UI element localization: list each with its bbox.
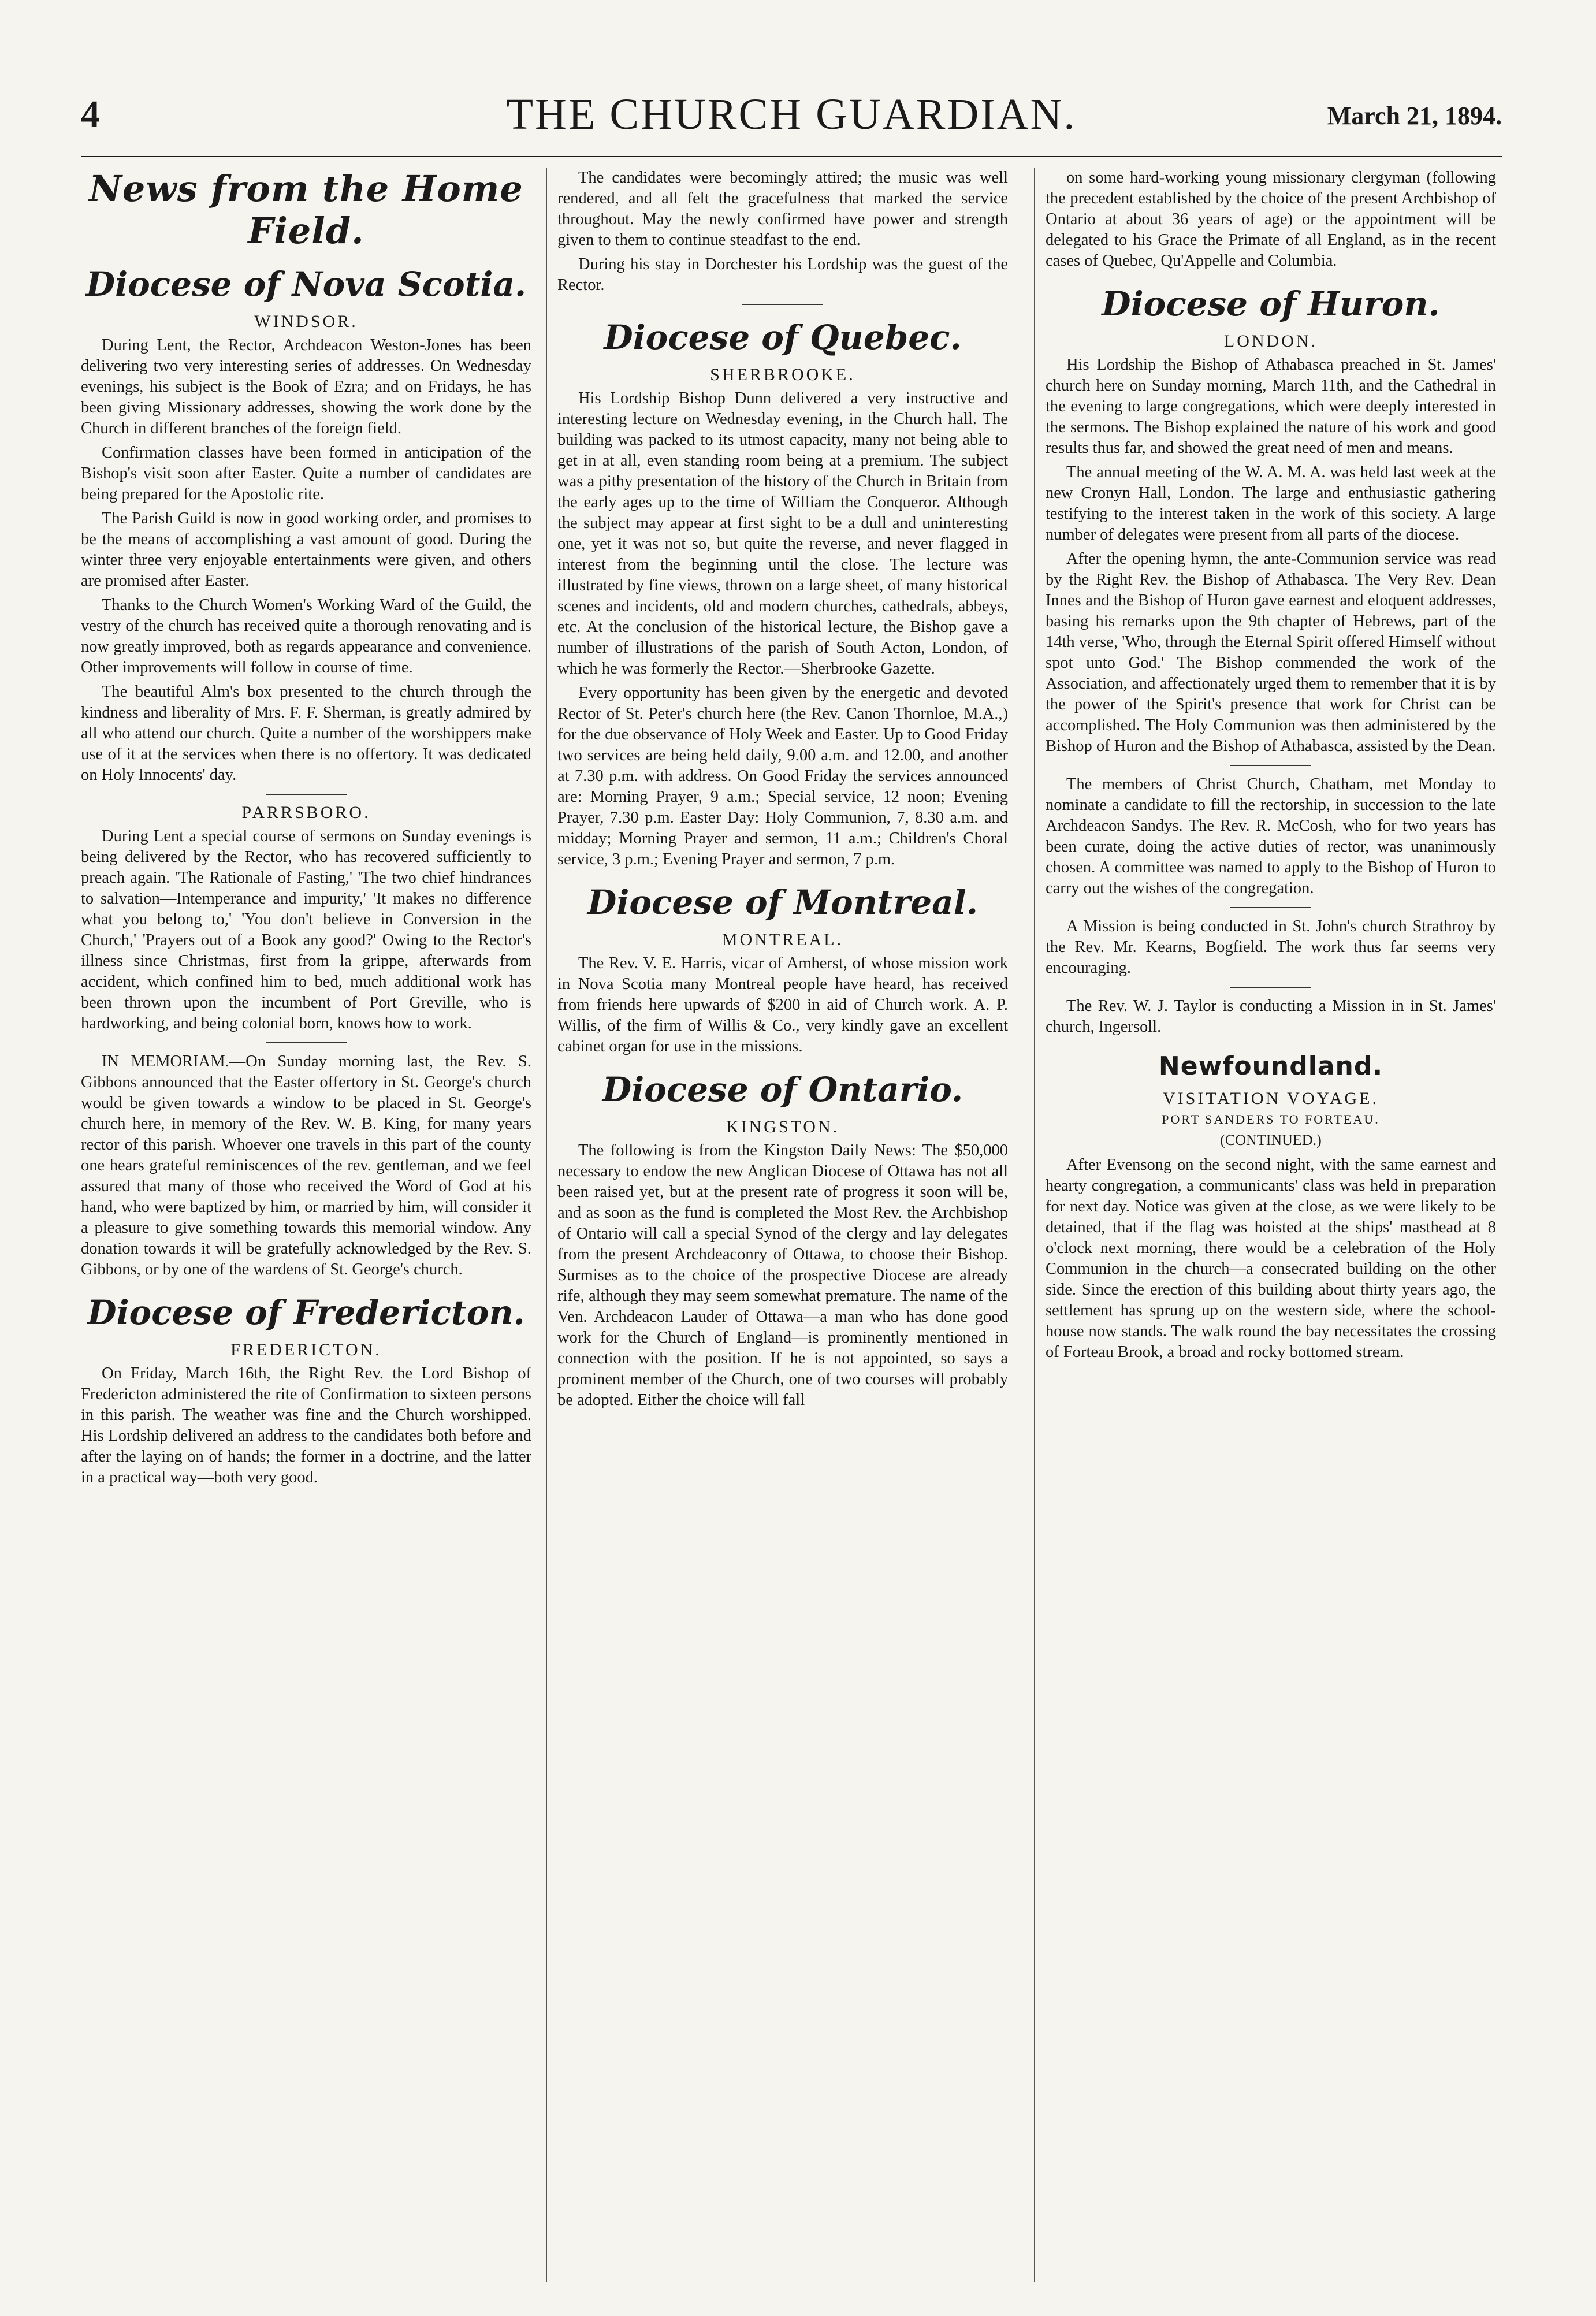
paragraph: The following is from the Kingston Daily News: The $50,000 necessary to endow the new Anglican Diocese of Ottawa has not all been raised yet, but at the present rate of progress it soon will be, and as soon as the fund is completed the Most Rev. the Archbishop of Ontario will call a special Synod of the clergy and lay delegates from the present Archdeaconry of Ottawa, to choose their Bishop. Surmises as to the choice of the prospective Diocese are already rife, although they may seem somewhat premature. The name of the Ven. Archdeacon Lauder of Ottawa—a man who has done good work for the Church of England—is prominently mentioned in connection with the position. If he is not appointed, so says a prominent member of the Church, one of two courses will probably be adopted. Either the choice will fall [557, 1142, 1008, 1409]
paragraph: The Parish Guild is now in good working order, and promises to be the means of accomplishing a vast amount of good. During the winter three very enjoyable entertainments were given, and others are promised after Easter. [81, 510, 531, 590]
diocese-heading: Diocese of Nova Scotia. [85, 265, 527, 304]
paragraph: A Mission is being conducted in St. John's church Strathroy by the Rev. Mr. Kearns, Bogfield. The work thus far seems very encouraging. [1046, 917, 1496, 977]
paragraph: on some hard-working young missionary clergyman (following the precedent established by the choice of the present Archbishop of Ontario at about 36 years of age) or the appointment will be delegated to his Grace the Primate of all England, as in the recent cases of Quebec, Qu'Appelle and Columbia. [1046, 169, 1496, 270]
place-heading: SHERBROOKE. [710, 365, 855, 384]
paragraph: During his stay in Dorchester his Lordship was the guest of the Rector. [557, 255, 1008, 294]
diocese-heading: Diocese of Huron. [1102, 284, 1440, 324]
diocese-heading: Diocese of Ontario. [602, 1070, 963, 1109]
subheading: VISITATION VOYAGE. [1162, 1089, 1379, 1108]
paragraph: The candidates were becomingly attired; the music was well rendered, and all felt the gracefulness that marked the service throughout. May the newly confirmed have power and strength given to them to continue steadfast to the end. [557, 169, 1008, 249]
diocese-heading: Diocese of Montreal. [587, 883, 978, 922]
paragraph: His Lordship the Bishop of Athabasca preached in St. James' church here on Sunday morning, March 11th, and the Cathedral in the evening to large congregations, which were deeply interested in the sermons. The Bishop explained the nature of his work and good results thus far, and showed the great need of men and means. [1046, 356, 1496, 457]
section-header: News from the Home Field. [89, 168, 523, 252]
place-heading: MONTREAL. [721, 930, 844, 949]
paragraph: Confirmation classes have been formed in anticipation of the Bishop's visit soon after Easter. Quite a number of candidates are being prepared for the Apostolic rite. [81, 444, 531, 503]
diocese-heading: Diocese of Fredericton. [87, 1293, 525, 1332]
page-number: 4 [81, 93, 100, 135]
paper-title: THE CHURCH GUARDIAN. [506, 90, 1077, 139]
paragraph: Every opportunity has been given by the energetic and devoted Rector of St. Peter's church here (the Rev. Canon Thornloe, M.A.,) for the due observance of Holy Week and Easter. Up to Good Friday two services are being held daily, 9.00 a.m. and 12.00, and another at 7.30 p.m. with address. On Good Friday the services announced are: Morning Prayer, 9 a.m.; Special service, 12 noon; Evening Prayer, 7.30 p.m. Easter Day: Holy Communion, 7, 8.30 a.m. and midday; Morning Prayer and sermon, 11 a.m.; Children's Choral service, 3 p.m.; Evening Prayer and sermon, 7 p.m. [557, 684, 1008, 868]
route-heading: PORT SANDERS TO FORTEAU. [1162, 1112, 1380, 1127]
paragraph: IN MEMORIAM.—On Sunday morning last, the Rev. S. Gibbons announced that the Easter offertory in St. George's church would be given towards a window to be placed in St. George's church here, in memory of the Rev. W. B. King, for many years rector of this parish. Whoever one travels in this part of the county one hears grateful reminiscences of the rev. gentleman, and we feel assured that many of those who received the Word of God at his hand, who were baptized by him, or married by him, will consider it a pleasure to give something towards this memorial window. Any donation towards it will be gratefully acknowledged by the Rev. S. Gibbons, or by one of the wardens of St. George's church. [81, 1053, 531, 1278]
paragraph: The members of Christ Church, Chatham, met Monday to nominate a candidate to fill the rectorship, in succession to the late Archdeacon Sandys. The Rev. R. McCosh, who for two years has been curate, doing the active duties of rector, was unanimously chosen. A committee was named to apply to the Bishop of Huron to carry out the wishes of the congregation. [1046, 775, 1496, 897]
paragraph: The annual meeting of the W. A. M. A. was held last week at the new Cronyn Hall, London. The large and enthusiastic gathering testifying to the interest taken in the work of this society. A large number of delegates were present from all parts of the diocese. [1046, 463, 1496, 544]
paragraph: The Rev. V. E. Harris, vicar of Amherst, of whose mission work in Nova Scotia many Montreal people have heard, has received from friends here upwards of $200 in aid of Church work. A. P. Willis, of the firm of Willis & Co., very kindly gave an excellent cabinet organ for use in the missions. [557, 954, 1008, 1055]
paragraph: During Lent, the Rector, Archdeacon Weston-Jones has been delivering two very interesting series of addresses. On Wednesday evenings, his subject is the Book of Ezra; and on Fridays, he has been giving Missionary addresses, showing the work done by the Church in different branches of the foreign field. [81, 336, 531, 437]
diocese-heading: Diocese of Quebec. [604, 318, 962, 357]
paragraph: On Friday, March 16th, the Right Rev. the Lord Bishop of Fredericton administered the rite of Confirmation to sixteen persons in this parish. The weather was fine and the Church worshipped. His Lordship delivered an address to the candidates both before and after the laying on of hands; the former in a doctrine, and the latter in a practical way—both very good. [81, 1365, 531, 1486]
column-3 [1046, 168, 1496, 1366]
place-heading: KINGSTON. [726, 1117, 840, 1136]
column-2 [557, 168, 1008, 1414]
paragraph: The Rev. W. J. Taylor is conducting a Mission in in St. James' church, Ingersoll. [1046, 997, 1496, 1036]
paragraph: After the opening hymn, the ante-Communion service was read by the Right Rev. the Bishop of Athabasca. The Very Rev. Dean Innes and the Bishop of Huron gave earnest and eloquent addresses, basing his remarks upon the 9th chapter of Hebrews, part of the 14th verse, 'Who, through the Eternal Spirit offered Himself without spot unto God.' The Bishop commended the work of the Association, and affectionately urged them to remember that it is by the power of the Spirit's presence that work for Christ can be accomplished. The Holy Communion was then administered by the Bishop of Huron and the Bishop of Athabasca, assisted by the Dean. [1046, 550, 1496, 755]
place-heading: LONDON. [1223, 332, 1318, 351]
paragraph: His Lordship Bishop Dunn delivered a very instructive and interesting lecture on Wednesday evening, in the Church hall. The building was packed to its utmost capacity, many not being able to get in at all, even standing room being at a premium. The subject was a pithy presentation of the history of the Church in Britain from the early ages up to the time of William the Conqueror. Although the subject may appear at first sight to be a dull and uninteresting one, yet it was not so, but quite the reverse, and never flagged in interest from the beginning until the close. The lecture was illustrated by fine views, thrown on a large sheet, of many historical scenes and incidents, old and modern churches, cathedrals, abbeys, etc. At the conclusion of the historical lecture, the Bishop gave a number of illustrations of the parish of South Acton, London, of which he was formerly the Rector.—Sherbrooke Gazette. [557, 389, 1008, 678]
continued-label: (CONTINUED.) [1220, 1132, 1322, 1148]
place-heading: WINDSOR. [254, 312, 358, 331]
column-rule [1034, 168, 1035, 2282]
paragraph: Thanks to the Church Women's Working Ward of the Guild, the vestry of the church has received quite a thorough renovating and is now greatly improved, both as regards appearance and convenience. Other improvements will follow in course of time. [81, 596, 531, 676]
divider [1230, 765, 1311, 766]
divider [266, 794, 347, 795]
column-1 [81, 168, 531, 1492]
masthead [81, 87, 1502, 158]
divider [1230, 907, 1311, 908]
column-rule [546, 168, 547, 2282]
divider [1230, 987, 1311, 988]
place-heading: PARRSBORO. [241, 803, 371, 822]
paragraph: The beautiful Alm's box presented to the church through the kindness and liberality of Mrs. F. F. Sherman, is greatly admired by all who attend our church. Quite a number of the worshippers make use of it at the services when there is no offertory. It was dedicated on Holy Innocents' day. [81, 683, 531, 784]
paragraph: During Lent a special course of sermons on Sunday evenings is being delivered by the Rector, who has recovered sufficiently to preach again. 'The Rationale of Fasting,' 'The two chief hindrances to salvation—Intemperance and impurity,' 'It makes no difference what you belong to,' 'You don't believe in Conversion in the Church,' 'Prayers out of a Book any good?' Owing to the Rector's illness since Christmas, first from la grippe, afterwards from accident, which confined him to bed, much additional work has been thrown upon the incumbent of Port Greville, who is hardworking, and being colonial born, knows how to work. [81, 827, 531, 1032]
place-heading: FREDERICTON. [230, 1340, 382, 1359]
issue-date: March 21, 1894. [1327, 102, 1502, 130]
divider [742, 304, 823, 305]
paragraph: After Evensong on the second night, with the same earnest and hearty congregation, a communicants' class was held in preparation for next day. Notice was given at the close, as we were likely to be detained, that if the flag was hoisted at the ships' masthead at 8 o'clock next morning, there would be a celebration of the Holy Communion in the church—a consecrated building on the other side. Since the erection of this building about thirty years ago, the settlement has sprung up on the western side, where the school-house now stands. The walk round the bay necessitates the crossing of Forteau Brook, a broad and rocky bottomed stream. [1046, 1156, 1496, 1361]
divider [266, 1042, 347, 1043]
section-heading-newfoundland: Newfoundland. [1158, 1051, 1383, 1081]
